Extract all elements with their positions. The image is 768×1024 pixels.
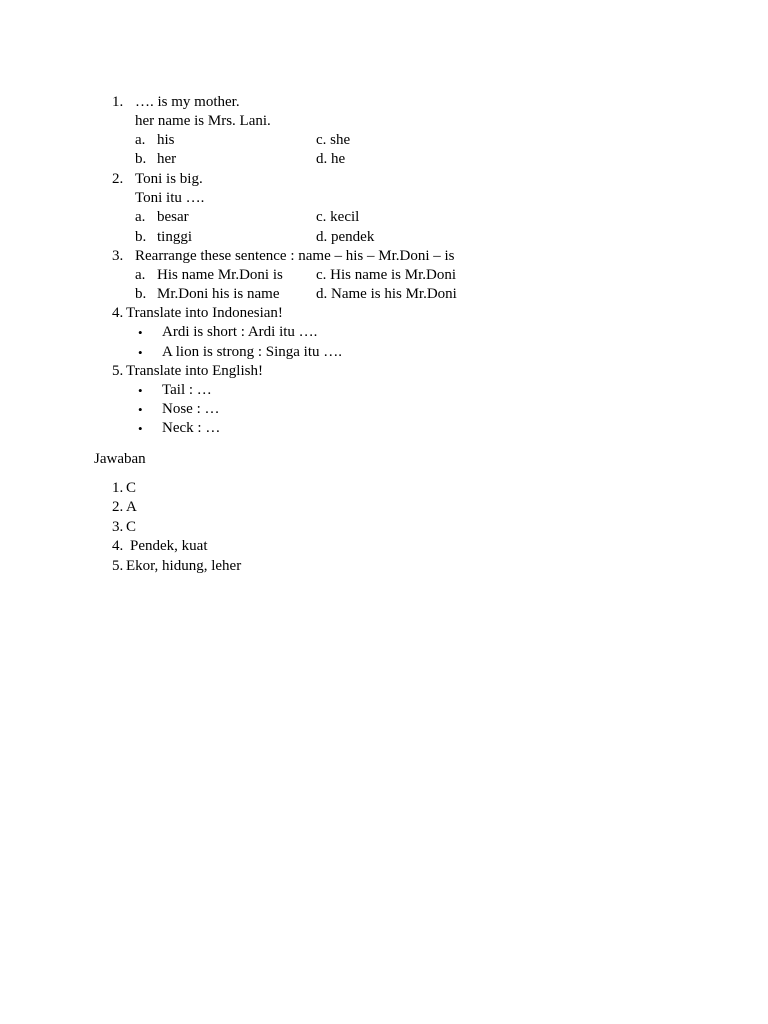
answer-text: Pendek, kuat — [130, 538, 208, 554]
option-b-letter: b. — [135, 286, 147, 302]
answer-text: Ekor, hidung, leher — [126, 558, 242, 574]
answer-number: 1. — [112, 480, 124, 496]
question-stem: Toni is big. — [135, 171, 203, 187]
option-a: besar — [157, 209, 189, 225]
option-b-letter: b. — [135, 229, 147, 245]
question-stem: Translate into English! — [126, 363, 263, 379]
answer-number: 2. — [112, 499, 124, 515]
answer-number: 3. — [112, 519, 124, 535]
option-c: c. kecil — [316, 209, 360, 225]
question-number: 3. — [112, 248, 124, 264]
option-a-letter: a. — [135, 267, 146, 283]
bullet-item: A lion is strong : Singa itu …. — [162, 344, 343, 360]
answer-text: A — [126, 499, 137, 515]
answer-text: C — [126, 519, 137, 535]
question-number: 1. — [112, 94, 124, 110]
option-b: her — [157, 151, 177, 167]
option-a: His name Mr.Doni is — [157, 267, 283, 283]
bullet-icon: • — [138, 383, 143, 398]
option-a-letter: a. — [135, 132, 146, 148]
question-stem-line2: Toni itu …. — [135, 190, 205, 206]
answers-heading: Jawaban — [94, 451, 146, 467]
option-b-letter: b. — [135, 151, 147, 167]
option-d: d. he — [316, 151, 346, 167]
option-a-letter: a. — [135, 209, 146, 225]
question-number: 5. — [112, 363, 124, 379]
question-number: 4. — [112, 305, 124, 321]
bullet-icon: • — [138, 345, 143, 360]
bullet-icon: • — [138, 421, 143, 436]
bullet-item: Nose : … — [162, 401, 220, 417]
question-stem: …. is my mother. — [135, 94, 240, 110]
bullet-icon: • — [138, 402, 143, 417]
question-stem-line2: her name is Mrs. Lani. — [135, 113, 271, 129]
answer-number: 4. — [112, 538, 124, 554]
option-b: tinggi — [157, 229, 193, 245]
option-c: c. she — [316, 132, 351, 148]
bullet-item: Tail : … — [162, 382, 212, 398]
option-c: c. His name is Mr.Doni — [316, 267, 456, 283]
question-stem: Translate into Indonesian! — [126, 305, 283, 321]
answer-text: C — [126, 480, 137, 496]
option-d: d. pendek — [316, 229, 375, 245]
bullet-item: Ardi is short : Ardi itu …. — [162, 324, 318, 340]
option-b: Mr.Doni his is name — [157, 286, 280, 302]
question-number: 2. — [112, 171, 124, 187]
bullet-icon: • — [138, 325, 143, 340]
question-stem: Rearrange these sentence : name – his – Mr.Doni – is — [135, 248, 455, 264]
option-d: d. Name is his Mr.Doni — [316, 286, 457, 302]
answer-number: 5. — [112, 558, 124, 574]
option-a: his — [157, 132, 175, 148]
bullet-item: Neck : … — [162, 420, 221, 436]
